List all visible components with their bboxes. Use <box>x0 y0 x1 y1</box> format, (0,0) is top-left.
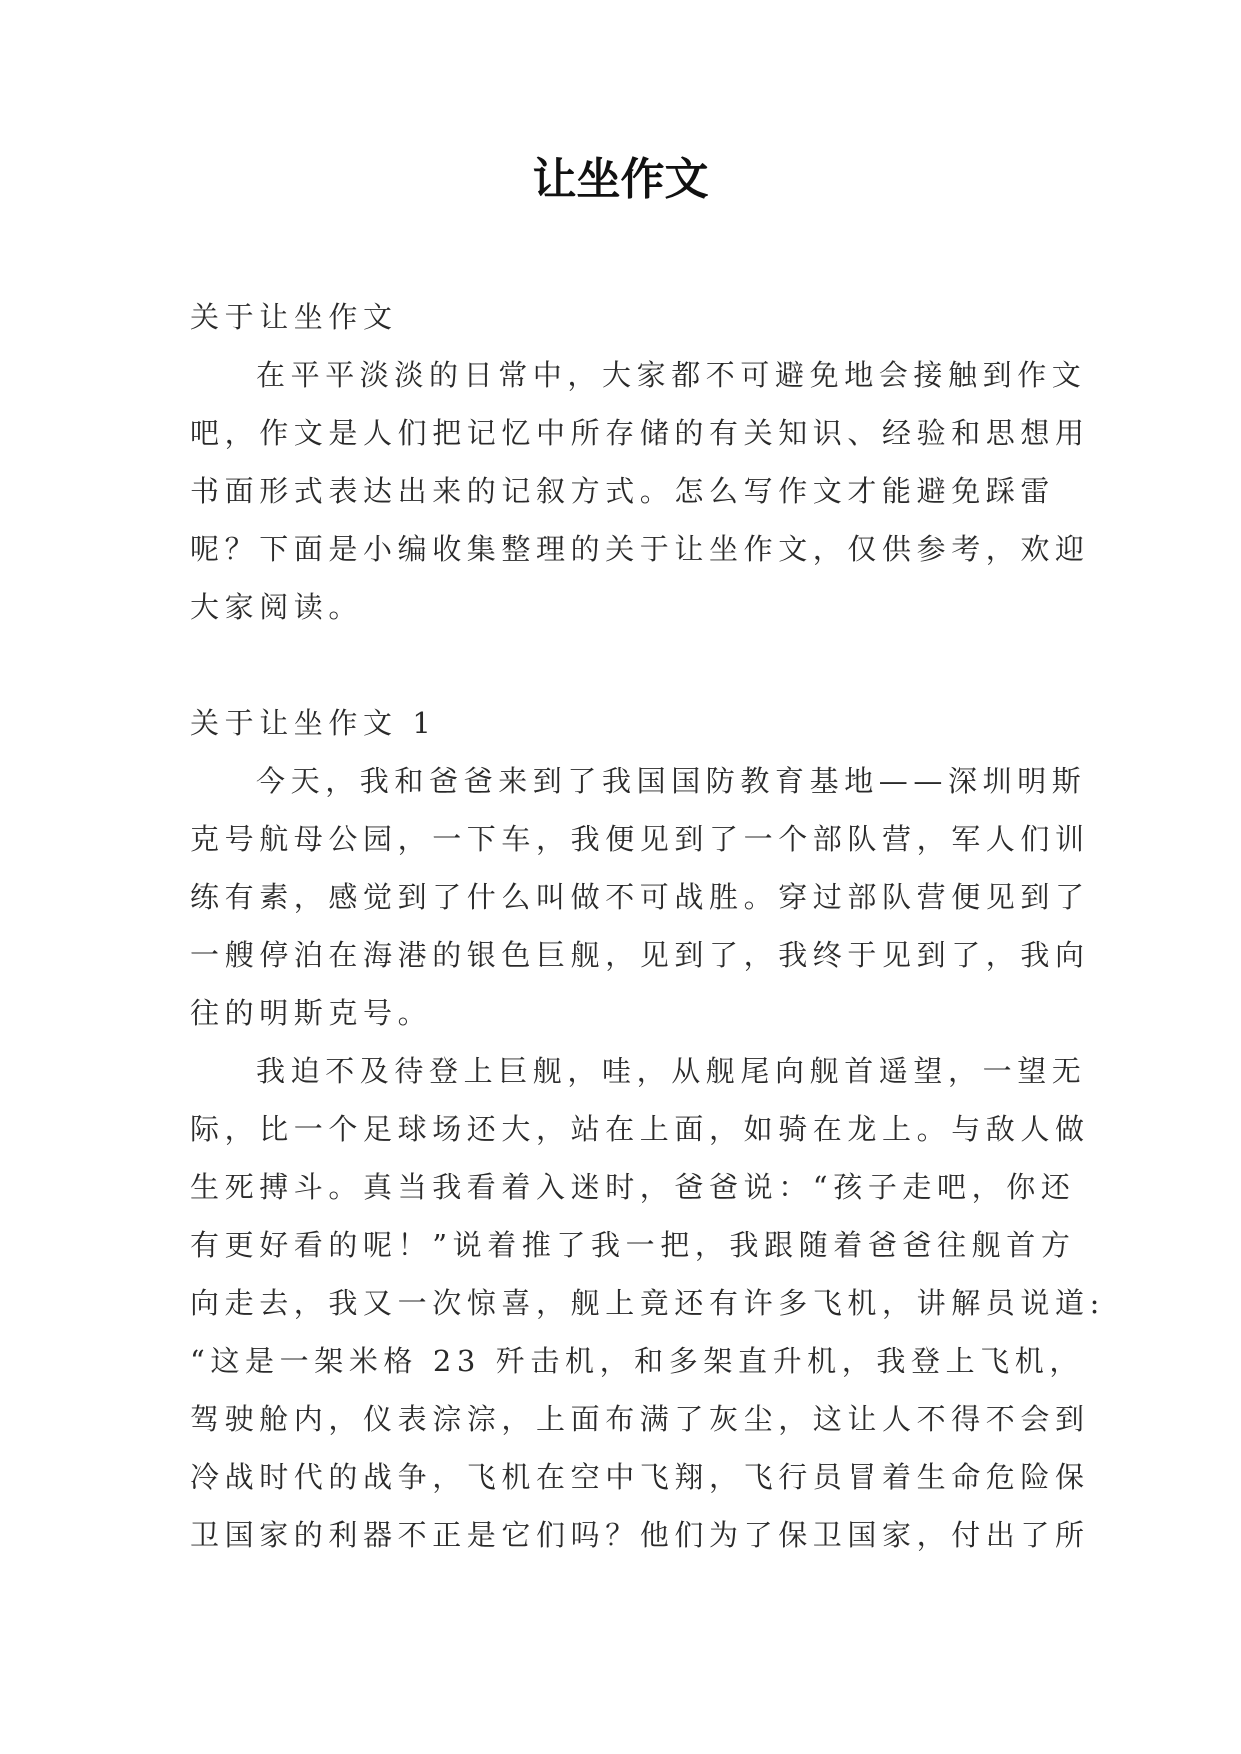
paragraph-line: 练有素，感觉到了什么叫做不可战胜。穿过部队营便见到了 <box>190 880 1090 914</box>
document-body <box>190 288 1105 1564</box>
paragraph-line: 驾驶舱内，仪表淙淙，上面布满了灰尘，这让人不得不会到 <box>190 1402 1090 1436</box>
paragraph-line: 生死搏斗。真当我看着入迷时，爸爸说：“孩子走吧，你还 <box>190 1170 1076 1204</box>
paragraph-line: 呢？下面是小编收集整理的关于让坐作文，仅供参考，欢迎 <box>190 532 1090 566</box>
section-spacer <box>190 636 1056 694</box>
paragraph-line: 有更好看的呢！”说着推了我一把，我跟随着爸爸往舰首方 <box>190 1228 1076 1262</box>
intro-paragraph <box>190 346 1090 636</box>
document-title: 让坐作文 <box>532 154 709 205</box>
paragraph-line: 际，比一个足球场还大，站在上面，如骑在龙上。与敌人做 <box>190 1112 1090 1146</box>
paragraph-line: 往的明斯克号。 <box>190 996 433 1030</box>
paragraph-line: 卫国家的利器不正是它们吗？他们为了保卫国家，付出了所 <box>190 1518 1090 1552</box>
paragraph-line: 吧，作文是人们把记忆中所存储的有关知识、经验和思想用 <box>190 416 1090 450</box>
section1-paragraph-2 <box>190 1042 1105 1564</box>
paragraph-line: 我迫不及待登上巨舰，哇，从舰尾向舰首遥望，一望无 <box>256 1054 1087 1088</box>
paragraph-line: 向走去，我又一次惊喜，舰上竟还有许多飞机，讲解员说道: <box>190 1286 1105 1320</box>
paragraph-line: 一艘停泊在海港的银色巨舰，见到了，我终于见到了，我向 <box>190 938 1090 972</box>
paragraph-line: 克号航母公园，一下车，我便见到了一个部队营，军人们训 <box>190 822 1090 856</box>
intro-heading: 关于让坐作文 <box>190 300 398 334</box>
section1-paragraph-1 <box>190 752 1090 1042</box>
section-heading: 关于让坐作文 1 <box>190 706 437 740</box>
paragraph-line: 书面形式表达出来的记叙方式。怎么写作文才能避免踩雷 <box>190 474 1056 508</box>
paragraph-line: 今天，我和爸爸来到了我国国防教育基地——深圳明斯 <box>256 764 1087 798</box>
paragraph-line: 在平平淡淡的日常中，大家都不可避免地会接触到作文 <box>256 358 1087 392</box>
paragraph-line: 冷战时代的战争，飞机在空中飞翔，飞行员冒着生命危险保 <box>190 1460 1090 1494</box>
paragraph-line: 大家阅读。 <box>190 590 364 624</box>
paragraph-line: “这是一架米格 23 歼击机，和多架直升机，我登上飞机， <box>190 1344 1084 1378</box>
